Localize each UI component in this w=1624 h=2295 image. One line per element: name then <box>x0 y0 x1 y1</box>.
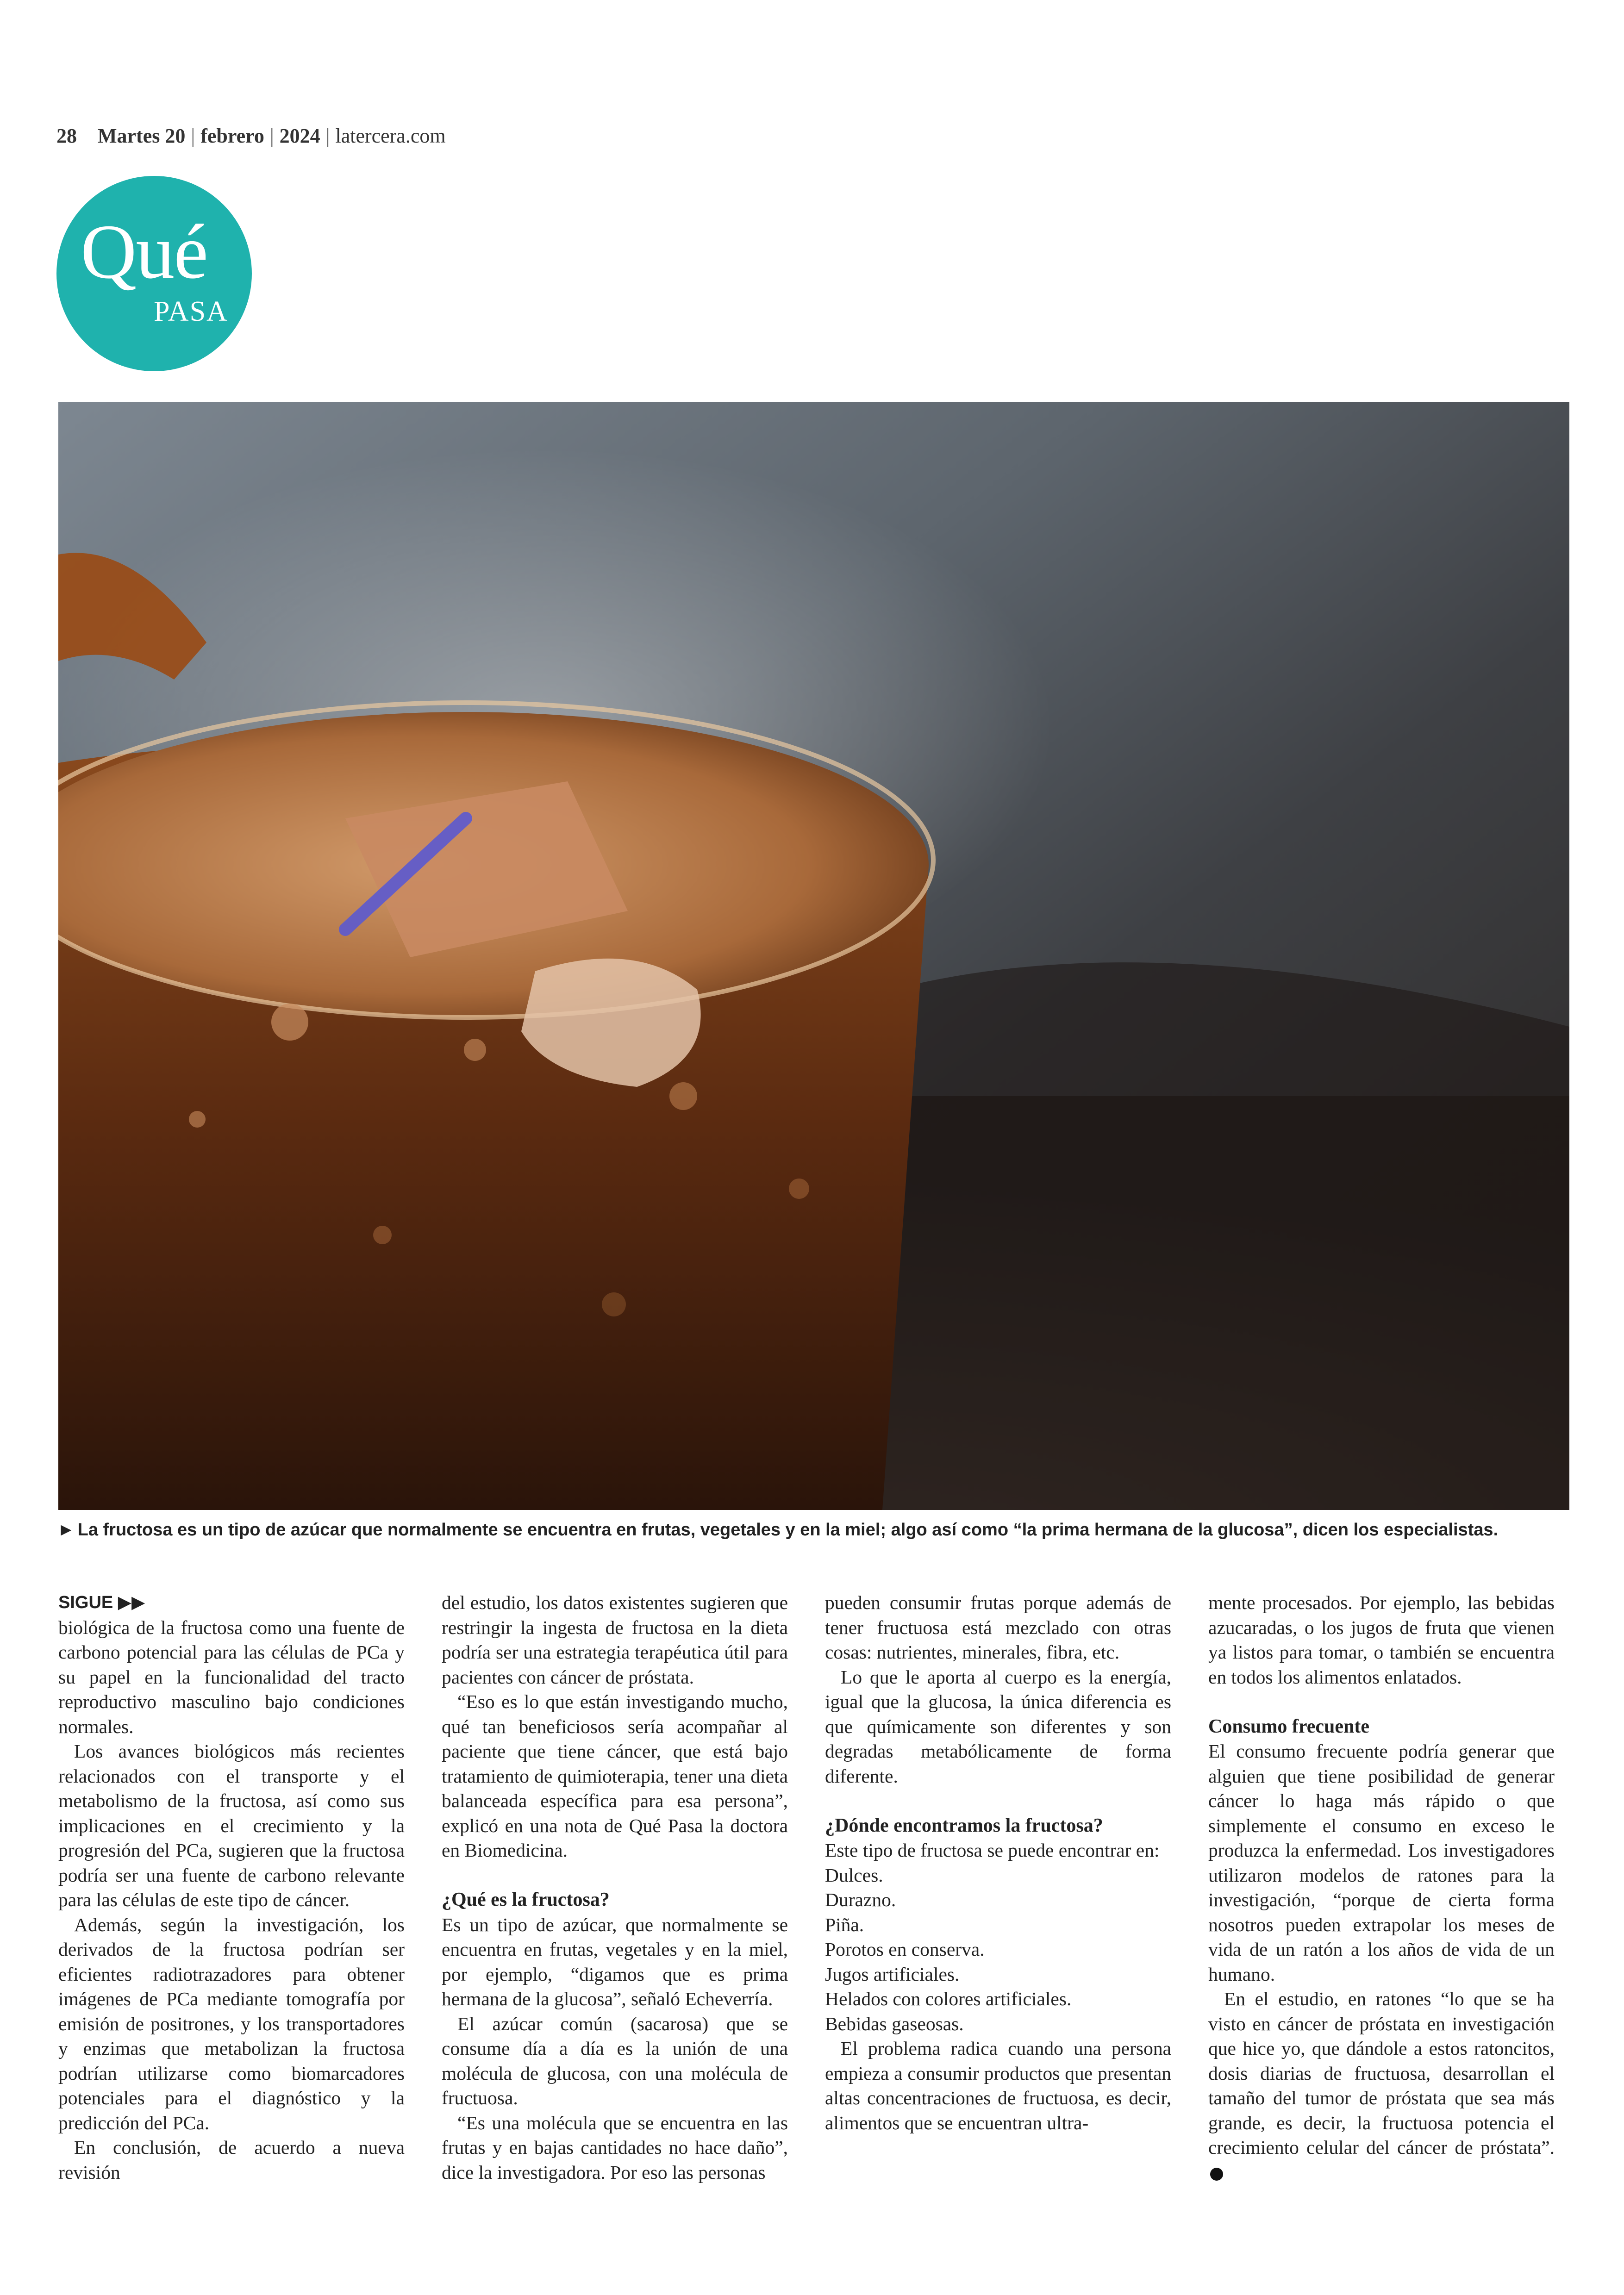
list-item: Durazno. <box>825 1889 896 1910</box>
list-item: Bebidas gaseosas. <box>825 2013 964 2034</box>
paragraph: mente procesados. Por ejemplo, las bebidas azucaradas, o los jugos de fruta que vienen ya listos para tomar, o también se encuentra en todos los alimentos enlatados. <box>1208 1592 1555 1688</box>
cola-glass-photo <box>58 402 1569 1510</box>
article-column-3 <box>825 1590 1171 2135</box>
paragraph: del estudio, los datos existentes sugieren que restringir la ingesta de fructosa en la dieta podría ser una estrategia terapéutica útil para pacientes con cáncer de próstata. <box>442 1592 788 1688</box>
paragraph: Es un tipo de azúcar, que normalmente se encuentra en frutas, vegetales y en la miel, por ejemplo, “digamos que es prima hermana de la glucosa”, señaló Echeverría. <box>442 1914 788 2009</box>
paragraph: Los avances biológicos más recientes relacionados con el transporte y el metabolismo de la fructosa, así como sus implicaciones en el crecimiento y la progresión del PCa, sugieren que la fructosa podría ser una fuente de carbono relevante para las células de este tipo de cáncer. <box>58 1740 405 1910</box>
paragraph: En conclusión, de acuerdo a nueva revisión <box>58 2137 405 2183</box>
spacer <box>1208 1690 1555 1715</box>
article-column-4 <box>1208 1590 1555 2185</box>
paragraph: “Eso es lo que están investigando mucho, qué tan beneficiosos sería acompañar al paciente que tiene cáncer, que está bajo tratamiento de quimioterapia, tener una dieta balanceada específica para esa persona”, explicó en una nota de Qué Pasa la doctora en Biomedicina. <box>442 1691 788 1861</box>
paragraph: Este tipo de fructosa se puede encontrar en: <box>825 1840 1160 1861</box>
article-column-1 <box>58 1590 405 2185</box>
paragraph: El azúcar común (sacarosa) que se consume día a día es la unión de una molécula de glucosa, con una molécula de fructuosa. <box>442 2013 788 2108</box>
continued-label: SIGUE ▶▶ <box>58 1593 145 1612</box>
article-column-2 <box>442 1590 788 2185</box>
paragraph: “Es una molécula que se encuentra en las frutas y en bajas cantidades no hace daño”, dice la investigadora. Por eso las personas <box>442 2112 788 2183</box>
header-separator: | <box>325 125 330 147</box>
list-item: Piña. <box>825 1914 864 1935</box>
paragraph <box>1208 1987 1555 2185</box>
section-heading: ¿Qué es la fructosa? <box>442 1889 610 1910</box>
paragraph: El problema radica cuando una persona empieza a consumir productos que presentan altas concentraciones de fructuosa, es decir, alimentos que se encuentran ultra- <box>825 2038 1171 2133</box>
photo-caption <box>57 1520 1571 1540</box>
logo-sub: PASA <box>154 296 228 327</box>
header-site-link[interactable]: latercera.com <box>335 125 446 147</box>
list-item: Dulces. <box>825 1864 883 1886</box>
header-separator: | <box>269 125 274 147</box>
list-item: Jugos artificiales. <box>825 1963 960 1985</box>
que-pasa-logo <box>56 176 252 371</box>
list-item: Helados con colores artificiales. <box>825 1988 1072 2009</box>
section-heading: ¿Dónde encontramos la fructosa? <box>825 1815 1103 1836</box>
paragraph: biológica de la fructosa como una fuente de carbono potencial para las células de PCa y su papel en la funcionalidad del tracto reproductivo masculino bajo condiciones normales. <box>58 1616 405 1737</box>
spacer <box>442 1863 788 1888</box>
caption-arrow: ► <box>57 1520 75 1540</box>
paragraph: Lo que le aporta al cuerpo es la energía, igual que la glucosa, la única diferencia es que químicamente son diferentes y son degradas metabólicamente de forma diferente. <box>825 1666 1171 1787</box>
list-item: Porotos en conserva. <box>825 1939 985 1960</box>
header-separator: | <box>191 125 195 147</box>
end-of-article-icon <box>1210 2168 1223 2181</box>
section-heading: Consumo frecuente <box>1208 1715 1370 1737</box>
paragraph: El consumo frecuente podría generar que alguien que tiene posibilidad de generar cáncer lo haga más rápido o que simplemente el consumo en exceso le produzca la enfermedad. Los investigadores utilizaron modelos de ratones para la investigación, “porque de cierta forma nosotros pueden extrapolar los meses de vida de un ratón a los años de vida de un humano. <box>1208 1740 1555 1985</box>
page-number: 28 <box>56 125 77 147</box>
spacer <box>825 1789 1171 1814</box>
header-day: Martes 20 <box>98 125 186 147</box>
header-year: 2024 <box>279 125 320 147</box>
photo-illustration <box>58 402 1569 1510</box>
paragraph: pueden consumir frutas porque además de tener fructuosa está mezclado con otras cosas: nutrientes, minerales, fibra, etc. <box>825 1592 1171 1663</box>
paragraph: Además, según la investigación, los derivados de la fructosa podrían ser eficientes radiotrazadores para obtener imágenes de PCa mediante tomografía por emisión de positrones, y los transportadores y enzimas que metabolizan la fructosa podrían utilizarse como biomarcadores potenciales para el diagnóstico y la predicción del PCa. <box>58 1914 405 2133</box>
caption-text: La fructosa es un tipo de azúcar que normalmente se encuentra en frutas, vegetales y en la miel; algo así como “la prima hermana de la glucosa”, dicen los especialistas. <box>77 1520 1499 1540</box>
paragraph-text: En el estudio, en ratones “lo que se ha visto en cáncer de próstata en investigación que hice yo, que dándole a estos ratoncitos, dosis diarias de fructuosa, desarrollan el tamaño del tumor de próstata que sea más grande, es decir, la fructuosa potencia el crecimiento celular del cáncer de próstata”. <box>1208 1988 1555 2158</box>
page-header <box>56 124 446 148</box>
header-month: febrero <box>200 125 264 147</box>
logo-word: Qué <box>81 209 207 295</box>
